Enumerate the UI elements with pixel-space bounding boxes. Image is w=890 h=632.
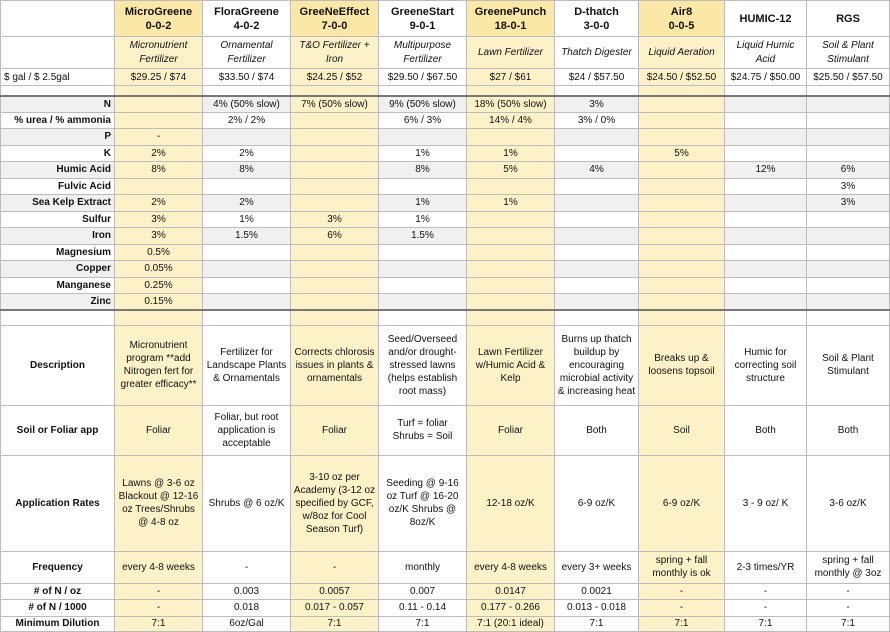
detail-value: - xyxy=(725,599,807,616)
nutrient-value xyxy=(467,294,555,311)
detail-value: - xyxy=(203,551,291,583)
nutrient-value xyxy=(807,145,890,162)
nutrient-value: 12% xyxy=(725,162,807,179)
nutrient-value: 18% (50% slow) xyxy=(467,96,555,113)
product-npk: 9-0-1 xyxy=(409,19,436,32)
nutrient-value xyxy=(379,129,467,146)
nutrient-value xyxy=(379,178,467,195)
nutrient-label: K xyxy=(1,145,115,162)
nutrient-value xyxy=(639,129,725,146)
detail-label: Minimum Dilution xyxy=(1,616,115,631)
nutrient-value: 5% xyxy=(467,162,555,179)
detail-value: 3-6 oz/K xyxy=(807,455,890,551)
nutrient-value xyxy=(639,112,725,129)
detail-value: Foliar xyxy=(467,405,555,455)
nutrient-value: 0.15% xyxy=(115,294,203,311)
nutrient-value: 6% / 3% xyxy=(379,112,467,129)
product-price: $29.25 / $74 xyxy=(115,69,203,86)
product-type: Liquid Aeration xyxy=(639,37,725,69)
detail-value: monthly xyxy=(379,551,467,583)
nutrient-value xyxy=(725,228,807,245)
nutrient-value xyxy=(639,96,725,113)
nutrient-value: 1% xyxy=(467,145,555,162)
nutrient-value xyxy=(291,244,379,261)
detail-value: 2-3 times/YR xyxy=(725,551,807,583)
nutrient-value xyxy=(725,145,807,162)
spacer-cell xyxy=(379,310,467,325)
spacer-cell xyxy=(115,86,203,96)
nutrient-label: Zinc xyxy=(1,294,115,311)
product-price: $27 / $61 xyxy=(467,69,555,86)
nutrient-value xyxy=(639,244,725,261)
nutrient-value: 8% xyxy=(115,162,203,179)
nutrient-value xyxy=(291,129,379,146)
detail-value: every 4-8 weeks xyxy=(115,551,203,583)
detail-value: - xyxy=(725,583,807,599)
nutrient-value xyxy=(467,211,555,228)
nutrient-value xyxy=(467,261,555,278)
nutrient-label: % urea / % ammonia xyxy=(1,112,115,129)
detail-value: 7:1 xyxy=(115,616,203,631)
nutrient-value xyxy=(639,277,725,294)
product-price: $24 / $57.50 xyxy=(555,69,639,86)
spacer-cell xyxy=(555,310,639,325)
nutrient-value xyxy=(807,112,890,129)
nutrient-value xyxy=(807,261,890,278)
nutrient-value xyxy=(203,244,291,261)
nutrient-value xyxy=(725,96,807,113)
detail-value: Fertilizer for Landscape Plants & Ornamentals xyxy=(203,325,291,405)
nutrient-value: 2% xyxy=(115,195,203,212)
nutrient-value xyxy=(807,277,890,294)
nutrient-value xyxy=(555,129,639,146)
nutrient-value: 14% / 4% xyxy=(467,112,555,129)
product-header xyxy=(115,1,203,37)
nutrient-value xyxy=(555,261,639,278)
spacer-cell xyxy=(725,86,807,96)
nutrient-value xyxy=(291,261,379,278)
nutrient-value xyxy=(639,261,725,278)
nutrient-value xyxy=(467,178,555,195)
detail-value: 0.177 - 0.266 xyxy=(467,599,555,616)
nutrient-value xyxy=(203,178,291,195)
detail-value: - xyxy=(639,599,725,616)
product-price: $33.50 / $74 xyxy=(203,69,291,86)
nutrient-value xyxy=(555,211,639,228)
detail-value: 7:1 xyxy=(639,616,725,631)
nutrient-value xyxy=(203,294,291,311)
product-price: $29.50 / $67.50 xyxy=(379,69,467,86)
nutrient-value: 1% xyxy=(379,195,467,212)
nutrient-value xyxy=(725,195,807,212)
detail-value: 6-9 oz/K xyxy=(639,455,725,551)
product-npk: 0-0-2 xyxy=(145,19,172,32)
nutrient-value xyxy=(291,277,379,294)
nutrient-value: 1% xyxy=(203,211,291,228)
product-type: Soil & Plant Stimulant xyxy=(807,37,890,69)
nutrient-value: 4% (50% slow) xyxy=(203,96,291,113)
product-header xyxy=(467,1,555,37)
nutrient-value xyxy=(291,294,379,311)
nutrient-value: 3% xyxy=(115,228,203,245)
nutrient-value xyxy=(725,294,807,311)
nutrient-value: 2% xyxy=(203,145,291,162)
nutrient-value: 3% xyxy=(291,211,379,228)
spacer-cell xyxy=(807,86,890,96)
product-name: GreenePunch xyxy=(474,5,547,18)
detail-value: Seed/Overseed and/or drought-stressed lawns (helps establish root mass) xyxy=(379,325,467,405)
detail-value: Micronutrient program **add Nitrogen fert for greater efficacy** xyxy=(115,325,203,405)
nutrient-label: Fulvic Acid xyxy=(1,178,115,195)
detail-value: 7:1 (20:1 ideal) xyxy=(467,616,555,631)
nutrient-value: 0.5% xyxy=(115,244,203,261)
nutrient-value xyxy=(467,228,555,245)
product-name: GreeneStart xyxy=(391,5,454,18)
detail-value: 0.0147 xyxy=(467,583,555,599)
nutrient-label: Sea Kelp Extract xyxy=(1,195,115,212)
nutrient-value xyxy=(555,145,639,162)
nutrient-value: 1% xyxy=(379,211,467,228)
detail-value: 7:1 xyxy=(379,616,467,631)
detail-value: spring + fall monthly @ 3oz xyxy=(807,551,890,583)
nutrient-value: 0.05% xyxy=(115,261,203,278)
detail-value: 0.003 xyxy=(203,583,291,599)
detail-value: Lawn Fertilizer w/Humic Acid & Kelp xyxy=(467,325,555,405)
nutrient-value xyxy=(379,261,467,278)
nutrient-value xyxy=(807,211,890,228)
spacer-cell xyxy=(203,86,291,96)
product-npk: 18-0-1 xyxy=(494,19,527,32)
detail-value: - xyxy=(115,599,203,616)
spacer-cell xyxy=(1,86,115,96)
detail-value: Humic for correcting soil structure xyxy=(725,325,807,405)
spacer-cell xyxy=(1,310,115,325)
detail-value: Breaks up & loosens topsoil xyxy=(639,325,725,405)
nutrient-value: 2% / 2% xyxy=(203,112,291,129)
detail-label: Application Rates xyxy=(1,455,115,551)
nutrient-value xyxy=(555,244,639,261)
detail-value: - xyxy=(807,599,890,616)
detail-label: Description xyxy=(1,325,115,405)
detail-value: 0.0021 xyxy=(555,583,639,599)
product-price: $24.75 / $50.00 xyxy=(725,69,807,86)
nutrient-value: 1% xyxy=(467,195,555,212)
product-name: HUMIC-12 xyxy=(739,12,792,25)
nutrient-value xyxy=(725,211,807,228)
nutrient-value xyxy=(203,261,291,278)
nutrient-value xyxy=(555,277,639,294)
nutrient-value xyxy=(379,294,467,311)
nutrient-value xyxy=(467,129,555,146)
nutrient-value: 3% xyxy=(115,211,203,228)
spacer-cell xyxy=(639,310,725,325)
header-corner xyxy=(1,1,115,37)
nutrient-value: 9% (50% slow) xyxy=(379,96,467,113)
detail-value: 3-10 oz per Academy (3-12 oz specified by GCF, w/8oz for Cool Season Turf) xyxy=(291,455,379,551)
nutrient-value xyxy=(807,228,890,245)
nutrient-value xyxy=(115,96,203,113)
product-npk: 7-0-0 xyxy=(321,19,348,32)
nutrient-value: 8% xyxy=(379,162,467,179)
detail-value: Both xyxy=(807,405,890,455)
nutrient-value: 6% xyxy=(807,162,890,179)
detail-value: 0.018 xyxy=(203,599,291,616)
product-price: $25.50 / $57.50 xyxy=(807,69,890,86)
nutrient-value xyxy=(725,261,807,278)
product-name: GreeNeEffect xyxy=(299,5,370,18)
product-npk: 4-0-2 xyxy=(233,19,260,32)
nutrient-label: Sulfur xyxy=(1,211,115,228)
product-type: Liquid Humic Acid xyxy=(725,37,807,69)
detail-label: # of N / oz xyxy=(1,583,115,599)
nutrient-value xyxy=(725,112,807,129)
product-header xyxy=(725,1,807,37)
nutrient-value xyxy=(291,112,379,129)
detail-value: 0.0057 xyxy=(291,583,379,599)
detail-label: Frequency xyxy=(1,551,115,583)
product-price: $24.50 / $52.50 xyxy=(639,69,725,86)
nutrient-value xyxy=(725,178,807,195)
detail-value: Soil & Plant Stimulant xyxy=(807,325,890,405)
nutrient-value xyxy=(639,195,725,212)
detail-value: Shrubs @ 6 oz/K xyxy=(203,455,291,551)
nutrient-value: 1.5% xyxy=(379,228,467,245)
nutrient-value xyxy=(639,228,725,245)
nutrient-value: 0.25% xyxy=(115,277,203,294)
product-name: Air8 xyxy=(670,5,693,18)
product-name: FloraGreene xyxy=(214,5,279,18)
detail-value: - xyxy=(115,583,203,599)
detail-value: every 3+ weeks xyxy=(555,551,639,583)
detail-value: 0.013 - 0.018 xyxy=(555,599,639,616)
detail-value: Turf = foliar Shrubs = Soil xyxy=(379,405,467,455)
nutrient-value xyxy=(203,129,291,146)
detail-value: - xyxy=(639,583,725,599)
product-price: $24.25 / $52 xyxy=(291,69,379,86)
nutrient-value xyxy=(555,228,639,245)
product-type: Micronutrient Fertilizer xyxy=(115,37,203,69)
detail-value: Lawns @ 3-6 oz Blackout @ 12-16 oz Trees/Shrubs @ 4-8 oz xyxy=(115,455,203,551)
product-type: Thatch Digester xyxy=(555,37,639,69)
detail-value: Burns up thatch buildup by encouraging microbial activity & increasing heat xyxy=(555,325,639,405)
detail-label: # of N / 1000 xyxy=(1,599,115,616)
detail-value: 7:1 xyxy=(725,616,807,631)
nutrient-value: 3% xyxy=(807,195,890,212)
nutrient-value: 6% xyxy=(291,228,379,245)
nutrient-value: 5% xyxy=(639,145,725,162)
spacer-cell xyxy=(379,86,467,96)
detail-value: 0.017 - 0.057 xyxy=(291,599,379,616)
nutrient-value xyxy=(639,162,725,179)
spacer-cell xyxy=(203,310,291,325)
detail-value: 6-9 oz/K xyxy=(555,455,639,551)
nutrient-label: P xyxy=(1,129,115,146)
nutrient-value: 7% (50% slow) xyxy=(291,96,379,113)
detail-value: 3 - 9 oz/ K xyxy=(725,455,807,551)
nutrient-value xyxy=(807,294,890,311)
detail-value: Foliar, but root application is acceptable xyxy=(203,405,291,455)
nutrient-value xyxy=(379,277,467,294)
nutrient-value: 2% xyxy=(115,145,203,162)
spacer-cell xyxy=(115,310,203,325)
nutrient-value xyxy=(291,195,379,212)
detail-value: spring + fall monthly is ok xyxy=(639,551,725,583)
nutrient-value xyxy=(379,244,467,261)
product-header xyxy=(555,1,639,37)
type-label xyxy=(1,37,115,69)
nutrient-value xyxy=(725,277,807,294)
spacer-cell xyxy=(467,86,555,96)
detail-value: - xyxy=(291,551,379,583)
nutrient-value xyxy=(639,211,725,228)
product-header xyxy=(291,1,379,37)
detail-value: - xyxy=(807,583,890,599)
nutrient-value: 3% xyxy=(555,96,639,113)
detail-value: Foliar xyxy=(115,405,203,455)
nutrient-label: Manganese xyxy=(1,277,115,294)
nutrient-value xyxy=(115,178,203,195)
nutrient-value: 1% xyxy=(379,145,467,162)
spacer-cell xyxy=(639,86,725,96)
nutrient-value xyxy=(639,178,725,195)
detail-value: 0.007 xyxy=(379,583,467,599)
spacer-cell xyxy=(291,310,379,325)
spacer-cell xyxy=(725,310,807,325)
nutrient-label: N xyxy=(1,96,115,113)
nutrient-label: Humic Acid xyxy=(1,162,115,179)
nutrient-value: 4% xyxy=(555,162,639,179)
product-name: MicroGreene xyxy=(124,5,193,18)
nutrient-value xyxy=(807,244,890,261)
product-header xyxy=(807,1,890,37)
detail-label: Soil or Foliar app xyxy=(1,405,115,455)
product-type: Ornamental Fertilizer xyxy=(203,37,291,69)
nutrient-label: Iron xyxy=(1,228,115,245)
product-npk: 0-0-5 xyxy=(668,19,695,32)
detail-value: 7:1 xyxy=(807,616,890,631)
nutrient-label: Copper xyxy=(1,261,115,278)
nutrient-value xyxy=(203,277,291,294)
detail-value: every 4-8 weeks xyxy=(467,551,555,583)
detail-value: Corrects chlorosis issues in plants & ornamentals xyxy=(291,325,379,405)
spacer-cell xyxy=(291,86,379,96)
product-name: D-thatch xyxy=(574,5,619,18)
nutrient-value xyxy=(807,96,890,113)
nutrient-value xyxy=(555,178,639,195)
product-header xyxy=(379,1,467,37)
product-npk: 3-0-0 xyxy=(583,19,610,32)
nutrient-value xyxy=(467,277,555,294)
price-label: $ gal / $ 2.5gal xyxy=(1,69,115,86)
nutrient-value xyxy=(291,178,379,195)
nutrient-value xyxy=(725,244,807,261)
detail-value: Both xyxy=(725,405,807,455)
nutrient-value xyxy=(115,112,203,129)
product-type: Lawn Fertilizer xyxy=(467,37,555,69)
detail-value: 12-18 oz/K xyxy=(467,455,555,551)
detail-value: Both xyxy=(555,405,639,455)
spacer-cell xyxy=(555,86,639,96)
detail-value: Foliar xyxy=(291,405,379,455)
detail-value: 7:1 xyxy=(555,616,639,631)
product-type: T&O Fertilizer + Iron xyxy=(291,37,379,69)
product-name: RGS xyxy=(836,12,860,25)
nutrient-value: - xyxy=(115,129,203,146)
product-type: Multipurpose Fertilizer xyxy=(379,37,467,69)
nutrient-value xyxy=(291,162,379,179)
nutrient-value: 3% / 0% xyxy=(555,112,639,129)
detail-value: Soil xyxy=(639,405,725,455)
nutrient-value xyxy=(555,195,639,212)
nutrient-value xyxy=(807,129,890,146)
nutrient-value: 2% xyxy=(203,195,291,212)
product-header xyxy=(203,1,291,37)
detail-value: 6oz/Gal xyxy=(203,616,291,631)
nutrient-value: 8% xyxy=(203,162,291,179)
detail-value: 0.11 - 0.14 xyxy=(379,599,467,616)
nutrient-label: Magnesium xyxy=(1,244,115,261)
spacer-cell xyxy=(467,310,555,325)
nutrient-value xyxy=(467,244,555,261)
nutrient-value xyxy=(639,294,725,311)
nutrient-value: 3% xyxy=(807,178,890,195)
nutrient-value: 1.5% xyxy=(203,228,291,245)
product-header xyxy=(639,1,725,37)
nutrient-value xyxy=(725,129,807,146)
detail-value: Seeding @ 9-16 oz Turf @ 16-20 oz/K Shrubs @ 8oz/K xyxy=(379,455,467,551)
nutrient-value xyxy=(291,145,379,162)
detail-value: 7:1 xyxy=(291,616,379,631)
spacer-cell xyxy=(807,310,890,325)
nutrient-value xyxy=(555,294,639,311)
